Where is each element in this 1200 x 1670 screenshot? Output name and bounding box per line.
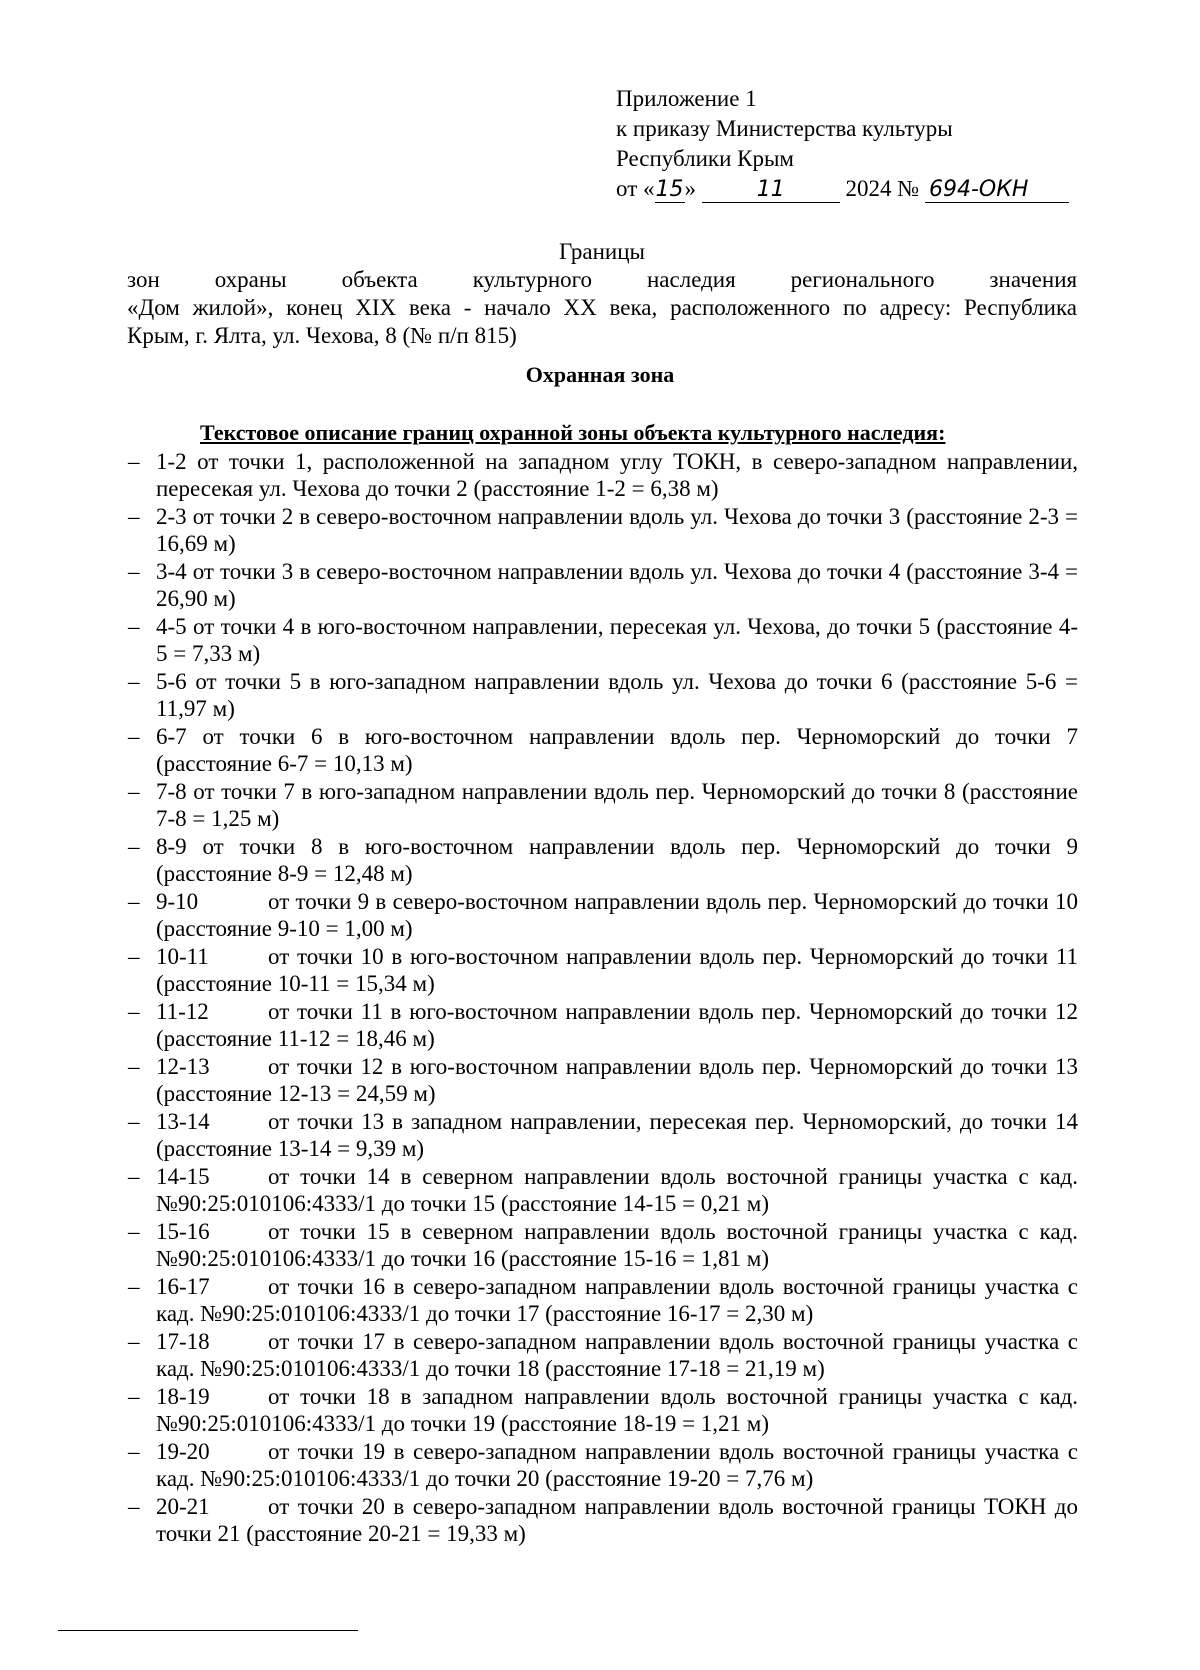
segment-code: 17-18 <box>156 1329 210 1354</box>
segment-description: от точки 12 в юго-восточном направлении вдоль пер. Черноморский до точки 13 (расстояние 12-13 = 24,59 м) <box>156 1054 1078 1106</box>
heading-word: объекта <box>341 267 418 292</box>
document-heading <box>127 238 1077 350</box>
date-day-suffix: » <box>684 176 696 201</box>
segment-description: от точки 4 в юго-восточном направлении, пересекая ул. Чехова, до точки 5 (расстояние 4-5 = 7,33 м) <box>156 614 1079 666</box>
list-dash: – <box>128 779 140 804</box>
list-dash: – <box>128 559 140 584</box>
segment-code: 4-5 <box>156 614 187 639</box>
date-day: 15 <box>655 177 684 202</box>
segment-description: от точки 16 в северо-западном направлении вдоль восточной границы участка с кад. №90:25:010106:4333/1 до точки 17 (расстояние 16-17 = 2,30 м) <box>156 1274 1078 1326</box>
segment-description: от точки 15 в северном направлении вдоль восточной границы участка с кад. №90:25:010106:4333/1 до точки 16 (расстояние 15-16 = 1,81 м) <box>156 1219 1078 1271</box>
segment-description: от точки 1, расположенной на западном углу ТОКН, в северо-западном направлении, пересекая ул. Чехова до точки 2 (расстояние 1-2 = 6,38 м) <box>156 449 1079 501</box>
list-dash: – <box>128 1219 140 1244</box>
segment-description: от точки 3 в северо-восточном направлении вдоль ул. Чехова до точки 4 (расстояние 3-4 = 26,90 м) <box>156 559 1079 611</box>
segment-code: 14-15 <box>156 1164 210 1189</box>
list-dash: – <box>128 1494 140 1519</box>
segment-description: от точки 7 в юго-западном направлении вдоль пер. Черноморский до точки 8 (расстояние 7-8 = 1,25 м) <box>156 779 1078 831</box>
segment-code: 10-11 <box>156 944 209 969</box>
list-item <box>128 1053 1078 1107</box>
list-dash: – <box>128 1109 140 1134</box>
segment-code: 8-9 <box>156 834 187 859</box>
zone-title: Охранная зона <box>525 362 675 387</box>
segment-code: 16-17 <box>156 1274 210 1299</box>
segment-code: 7-8 <box>156 779 187 804</box>
segment-description: от точки 19 в северо-западном направлении вдоль восточной границы участка с кад. №90:25:010106:4333/1 до точки 20 (расстояние 19-20 = 7,76 м) <box>156 1439 1078 1491</box>
segment-code: 6-7 <box>156 724 187 749</box>
heading-line-2: «Дом жилой», конец XIX века - начало XX века, расположенного по адресу: Республика <box>127 295 1077 320</box>
list-item <box>128 1273 1078 1327</box>
list-item <box>128 1108 1078 1162</box>
segment-description: от точки 2 в северо-восточном направлении вдоль ул. Чехова до точки 3 (расстояние 2-3 = 16,69 м) <box>156 504 1079 556</box>
heading-word: зон <box>127 267 160 292</box>
segment-description: от точки 13 в западном направлении, пересекая пер. Черноморский, до точки 14 (расстояние 13-14 = 9,39 м) <box>156 1109 1078 1161</box>
segment-code: 12-13 <box>156 1054 210 1079</box>
segment-code: 2-3 <box>156 504 187 529</box>
year-and-number-label: 2024 № <box>845 176 920 201</box>
list-dash: – <box>128 944 140 969</box>
heading-word: регионального <box>790 267 935 292</box>
section-subheading: Текстовое описание границ охранной зоны объекта культурного наследия: <box>200 420 946 445</box>
segment-description: от точки 20 в северо-западном направлении вдоль восточной границы ТОКН до точки 21 (расстояние 20-21 = 19,33 м) <box>156 1494 1078 1546</box>
list-item <box>128 888 1078 942</box>
list-dash: – <box>128 889 140 914</box>
appendix-line-2: к приказу Министерства культуры <box>616 116 953 141</box>
list-item <box>128 448 1078 502</box>
list-dash: – <box>128 1054 140 1079</box>
segment-description: от точки 9 в северо-восточном направлении вдоль пер. Черноморский до точки 10 (расстояние 9-10 = 1,00 м) <box>156 889 1078 941</box>
segment-code: 19-20 <box>156 1439 210 1464</box>
list-dash: – <box>128 1164 140 1189</box>
list-item <box>128 1438 1078 1492</box>
list-dash: – <box>128 1439 140 1464</box>
heading-line-1 <box>127 266 1077 294</box>
segment-description: от точки 10 в юго-восточном направлении вдоль пер. Черноморский до точки 11 (расстояние 10-11 = 15,34 м) <box>156 944 1078 996</box>
list-item <box>128 668 1078 722</box>
appendix-header <box>616 84 1069 204</box>
list-item <box>128 1383 1078 1437</box>
heading-word: наследия <box>647 267 736 292</box>
list-dash: – <box>128 449 140 474</box>
segment-description: от точки 11 в юго-восточном направлении вдоль пер. Черноморский до точки 12 (расстояние 11-12 = 18,46 м) <box>156 999 1078 1051</box>
list-item <box>128 613 1078 667</box>
list-dash: – <box>128 669 140 694</box>
segment-code: 1-2 <box>156 449 187 474</box>
heading-word: значения <box>989 267 1078 292</box>
list-dash: – <box>128 504 140 529</box>
heading-word: культурного <box>472 267 593 292</box>
segment-code: 15-16 <box>156 1219 210 1244</box>
list-item <box>128 1328 1078 1382</box>
list-item <box>128 503 1078 557</box>
list-dash: – <box>128 724 140 749</box>
date-prefix: от « <box>616 176 655 201</box>
segment-code: 5-6 <box>156 669 187 694</box>
list-item <box>128 558 1078 612</box>
appendix-date-line <box>616 174 1069 204</box>
heading-line-3: Крым, г. Ялта, ул. Чехова, 8 (№ п/п 815) <box>127 323 517 348</box>
list-item <box>128 1163 1078 1217</box>
segment-description: от точки 18 в западном направлении вдоль восточной границы участка с кад. №90:25:010106:4333/1 до точки 19 (расстояние 18-19 = 1,21 м) <box>156 1384 1078 1436</box>
segment-code: 11-12 <box>156 999 209 1024</box>
list-item <box>128 778 1078 832</box>
list-dash: – <box>128 834 140 859</box>
segment-description: от точки 6 в юго-восточном направлении вдоль пер. Черноморский до точки 7 (расстояние 6-7 = 10,13 м) <box>156 724 1078 776</box>
list-dash: – <box>128 1329 140 1354</box>
footnote-divider <box>58 1630 358 1631</box>
segment-description: от точки 17 в северо-западном направлении вдоль восточной границы участка с кад. №90:25:010106:4333/1 до точки 18 (расстояние 17-18 = 21,19 м) <box>156 1329 1078 1381</box>
list-dash: – <box>128 999 140 1024</box>
list-item <box>128 833 1078 887</box>
date-month: 11 <box>702 178 840 203</box>
segment-description: от точки 8 в юго-восточном направлении вдоль пер. Черноморский до точки 9 (расстояние 8-9 = 12,48 м) <box>156 834 1078 886</box>
heading-title: Границы <box>559 239 645 264</box>
segment-code: 3-4 <box>156 559 187 584</box>
list-dash: – <box>128 614 140 639</box>
list-item <box>128 1218 1078 1272</box>
segment-code: 9-10 <box>156 889 199 914</box>
segment-description: от точки 5 в юго-западном направлении вдоль ул. Чехова до точки 6 (расстояние 5-6 = 11,97 м) <box>156 669 1079 721</box>
list-item <box>128 723 1078 777</box>
appendix-line-1: Приложение 1 <box>616 86 757 111</box>
segment-code: 20-21 <box>156 1494 210 1519</box>
boundary-list <box>128 448 1078 1548</box>
list-dash: – <box>128 1274 140 1299</box>
heading-word: охраны <box>214 267 287 292</box>
list-dash: – <box>128 1384 140 1409</box>
list-item <box>128 998 1078 1052</box>
segment-description: от точки 14 в северном направлении вдоль восточной границы участка с кад. №90:25:010106:4333/1 до точки 15 (расстояние 14-15 = 0,21 м) <box>156 1164 1078 1216</box>
order-number: 694-ОКН <box>925 178 1069 203</box>
segment-code: 13-14 <box>156 1109 210 1134</box>
list-item <box>128 1493 1078 1547</box>
segment-code: 18-19 <box>156 1384 210 1409</box>
appendix-line-3: Республики Крым <box>616 146 794 171</box>
list-item <box>128 943 1078 997</box>
